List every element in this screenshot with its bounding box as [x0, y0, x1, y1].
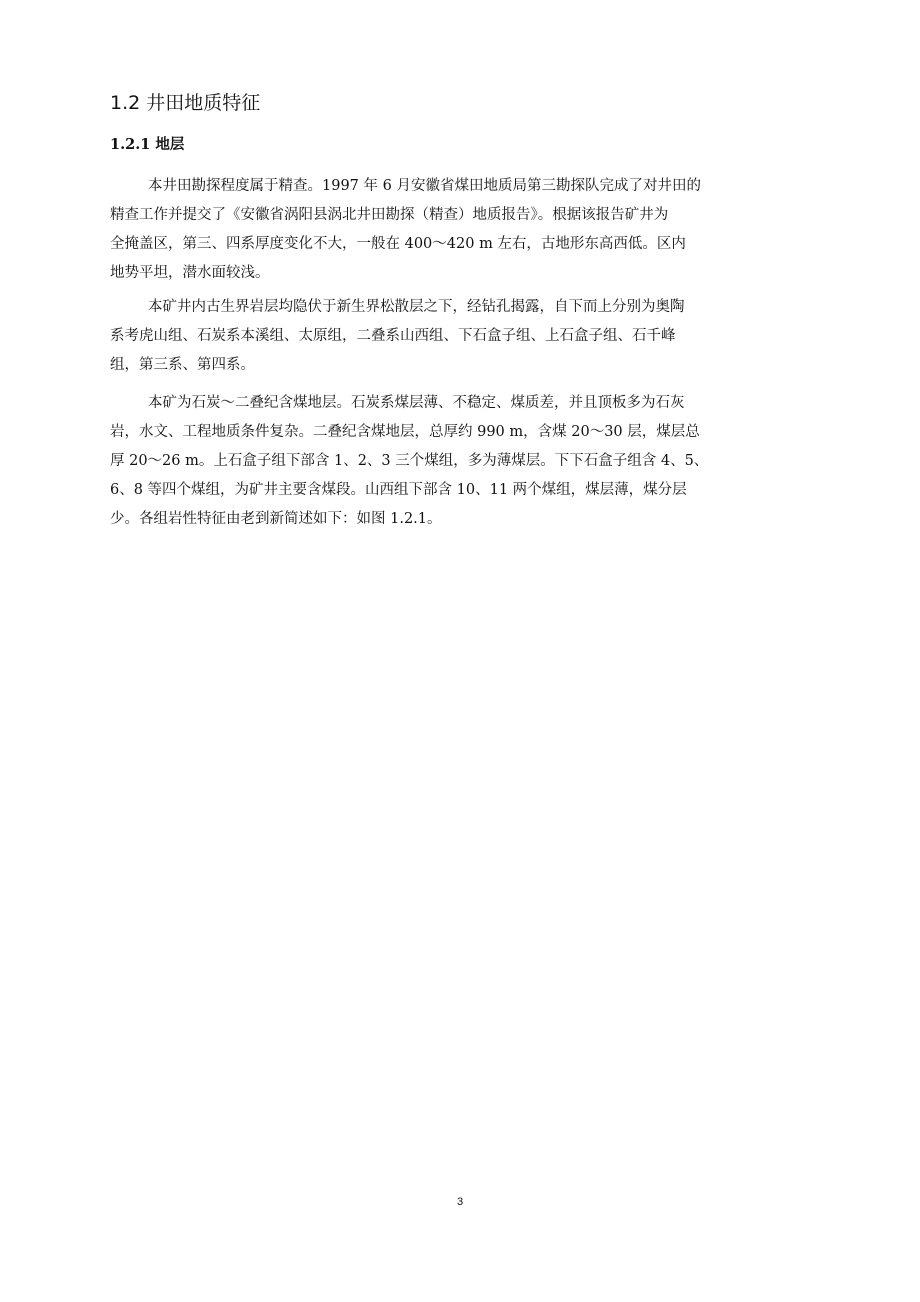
paragraph-line: 6、8 等四个煤组，为矿井主要含煤段。山西组下部含 10、11 两个煤组，煤层薄，煤分层	[110, 482, 687, 498]
paragraph-line: 少。各组岩性特征由老到新简述如下：如图 1.2.1。	[110, 511, 442, 527]
paragraph-line: 本井田勘探程度属于精查。1997 年 6 月安徽省煤田地质局第三勘探队完成了对井田的	[148, 178, 701, 194]
page-number: 3	[456, 1196, 464, 1208]
paragraph-coal-measures	[110, 389, 810, 534]
paragraph-exploration	[110, 172, 810, 288]
paragraph-line: 地势平坦，潜水面较浅。	[110, 265, 270, 281]
paragraph-line: 精查工作并提交了《安徽省涡阳县涡北井田勘探（精查）地质报告》。根据该报告矿井为	[110, 207, 669, 223]
paragraph-line: 本矿井内古生界岩层均隐伏于新生界松散层之下，经钻孔揭露，自下而上分别为奥陶	[148, 299, 685, 315]
paragraph-line: 全掩盖区，第三、四系厚度变化不大，一般在 400～420 m 左右，古地形东高西低。区内	[110, 236, 686, 252]
paragraph-strata	[110, 293, 810, 380]
paragraph-line: 本矿为石炭～二叠纪含煤地层。石炭系煤层薄、不稳定、煤质差，并且顶板多为石灰	[148, 395, 685, 411]
section-heading: 1.2 井田地质特征	[110, 92, 261, 114]
paragraph-line: 厚 20～26 m。上石盒子组下部含 1、2、3 三个煤组，多为薄煤层。下下石盒子组含 4、5、	[110, 453, 709, 469]
paragraph-line: 组，第三系、第四系。	[110, 357, 255, 373]
paragraph-line: 系考虎山组、石炭系本溪组、太原组，二叠系山西组、下石盒子组、上石盒子组、石千峰	[110, 328, 676, 344]
paragraph-line: 岩，水文、工程地质条件复杂。二叠纪含煤地层，总厚约 990 m，含煤 20～30 层，煤层总	[110, 424, 700, 440]
subsection-heading: 1.2.1 地层	[110, 136, 185, 153]
